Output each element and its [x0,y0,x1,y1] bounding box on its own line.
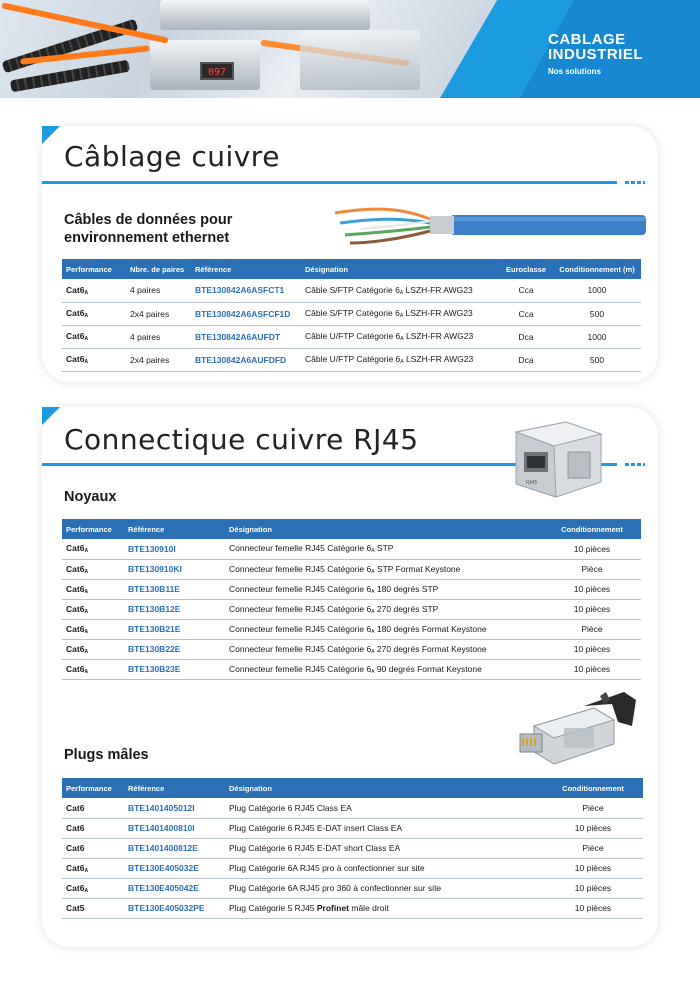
reference-cell: BTE130B23E [124,659,225,679]
designation-cell: Câble S/FTP Catégorie $6_A$ LSZH-FR AWG23 [301,279,499,302]
table-row [62,302,641,325]
performance-cell: $Cat6_A$ [62,878,124,898]
designation-cell: Plug Catégorie 5 RJ45 Profinet mâle droit [225,898,543,918]
performance-cell: $Cat6_A$ [62,599,124,619]
noyaux-table-body [62,539,641,679]
conditionnement-cell: 10 pièces [543,878,643,898]
section-title-connectique: Connectique cuivre RJ45 [64,423,419,456]
conditionnement-cell: 10 pièces [543,818,643,838]
table-row [62,348,641,371]
conditionnement-cell: 500 [553,348,641,371]
table-row [62,579,641,599]
pairs-cell: 2x4 paires [126,348,191,371]
reference-cell: BTE130910KI [124,559,225,579]
reference-cell: BTE130842A6ASFCT1 [191,279,301,302]
conditionnement-cell: 10 pièces [543,659,641,679]
reference-cell: BTE130842A6ASFCF1D [191,302,301,325]
designation-cell: Plug Catégorie 6A RJ45 pro 360 à confectionner sur site [225,878,543,898]
cable-table-body [62,279,641,371]
performance-cell: $Cat6_A$ [62,619,124,639]
table-row [62,559,641,579]
reference-cell: BTE1401400812E [124,838,225,858]
designation-cell: Plug Catégorie 6 RJ45 E-DAT short Class EA [225,838,543,858]
conditionnement-cell: 1000 [553,279,641,302]
reference-cell: BTE130910I [124,539,225,559]
digital-display: 097 [200,62,234,80]
noyaux-table [62,519,641,680]
performance-cell: $Cat6_A$ [62,858,124,878]
euroclasse-cell: Dca [499,348,553,371]
performance-cell: $Cat6_A$ [62,539,124,559]
reference-cell: BTE130B22E [124,639,225,659]
rj45-plug-image [514,686,642,770]
designation-cell: Câble U/FTP Catégorie $6_A$ LSZH-FR AWG23 [301,325,499,348]
conditionnement-cell: 10 pièces [543,539,641,559]
performance-cell: Cat5 [62,898,124,918]
conditionnement-cell: 10 pièces [543,579,641,599]
plugs-table [62,778,643,919]
table-row [62,539,641,559]
reference-cell: BTE1401405012I [124,798,225,818]
reference-cell: BTE130E405032PE [124,898,225,918]
table-row [62,858,643,878]
ethernet-cable-image [330,205,646,245]
header-banner [0,0,700,98]
designation-cell: Connecteur femelle RJ45 Catégorie $6_A$ 270 degrés STP [225,599,543,619]
designation-cell: Plug Catégorie 6 RJ45 E-DAT insert Class EA [225,818,543,838]
euroclasse-cell: Dca [499,325,553,348]
designation-cell: Connecteur femelle RJ45 Catégorie $6_A$ STP Format Keystone [225,559,543,579]
conditionnement-cell: 10 pièces [543,639,641,659]
table-row [62,798,643,818]
designation-cell: Connecteur femelle RJ45 Catégorie $6_A$ 270 degrés Format Keystone [225,639,543,659]
rj45-keystone-image [506,412,606,502]
banner-title: CABLAGE INDUSTRIEL [548,31,643,63]
performance-cell: $Cat6_A$ [62,559,124,579]
performance-cell: Cat6 [62,838,124,858]
table-header-row: Performance Nbre. de paires Référence Désignation Euroclasse Conditionnement (m) [62,259,641,279]
performance-cell: $Cat6_A$ [62,279,126,302]
table-row [62,639,641,659]
subtitle-donnees: Câbles de données pour environnement ethernet [64,212,233,246]
table-header-row: Performance Référence Désignation Conditionnement [62,519,641,539]
conditionnement-cell: Pièce [543,838,643,858]
conditionnement-cell: Pièce [543,619,641,639]
performance-cell: $Cat6_A$ [62,325,126,348]
performance-cell: $Cat6_A$ [62,579,124,599]
designation-cell: Plug Catégorie 6 RJ45 Class EA [225,798,543,818]
subtitle-plugs: Plugs mâles [64,747,149,763]
designation-cell: Connecteur femelle RJ45 Catégorie $6_A$ 180 degrés STP [225,579,543,599]
table-row [62,659,641,679]
conditionnement-cell: 10 pièces [543,898,643,918]
designation-cell: Connecteur femelle RJ45 Catégorie $6_A$ 180 degrés Format Keystone [225,619,543,639]
table-row [62,325,641,348]
pairs-cell: 2x4 paires [126,302,191,325]
performance-cell: $Cat6_A$ [62,348,126,371]
reference-cell: BTE1401400810I [124,818,225,838]
table-row [62,898,643,918]
reference-cell: BTE130E405032E [124,858,225,878]
reference-cell: BTE130842A6AUFDT [191,325,301,348]
pairs-cell: 4 paires [126,279,191,302]
plugs-table-body [62,798,643,918]
conditionnement-cell: 10 pièces [543,858,643,878]
conditionnement-cell: Pièce [543,798,643,818]
banner-subtitle: Nos solutions [548,67,601,76]
cable-table [62,259,641,372]
conditionnement-cell: 10 pièces [543,599,641,619]
designation-cell: Câble U/FTP Catégorie $6_A$ LSZH-FR AWG23 [301,348,499,371]
table-row [62,878,643,898]
performance-cell: Cat6 [62,818,124,838]
table-row [62,599,641,619]
table-row [62,279,641,302]
section-title-cablage: Câblage cuivre [64,140,280,173]
subtitle-noyaux: Noyaux [64,489,117,505]
table-row [62,619,641,639]
performance-cell: $Cat6_A$ [62,659,124,679]
performance-cell: $Cat6_A$ [62,302,126,325]
conditionnement-cell: 1000 [553,325,641,348]
table-row [62,818,643,838]
svg-text:RJ45: RJ45 [526,480,538,486]
reference-cell: BTE130B12E [124,599,225,619]
reference-cell: BTE130E405042E [124,878,225,898]
designation-cell: Plug Catégorie 6A RJ45 pro à confectionner sur site [225,858,543,878]
reference-cell: BTE130B11E [124,579,225,599]
conditionnement-cell: Pièce [543,559,641,579]
performance-cell: $Cat6_A$ [62,639,124,659]
designation-cell: Connecteur femelle RJ45 Catégorie $6_A$ 90 degrés Format Keystone [225,659,543,679]
euroclasse-cell: Cca [499,279,553,302]
table-row [62,838,643,858]
performance-cell: Cat6 [62,798,124,818]
title-underline [42,181,617,184]
euroclasse-cell: Cca [499,302,553,325]
pairs-cell: 4 paires [126,325,191,348]
designation-cell: Câble S/FTP Catégorie $6_A$ LSZH-FR AWG23 [301,302,499,325]
table-header-row: Performance Référence Désignation Conditionnement [62,778,643,798]
reference-cell: BTE130842A6AUFDFD [191,348,301,371]
conditionnement-cell: 500 [553,302,641,325]
designation-cell: Connecteur femelle RJ45 Catégorie $6_A$ STP [225,539,543,559]
reference-cell: BTE130B21E [124,619,225,639]
